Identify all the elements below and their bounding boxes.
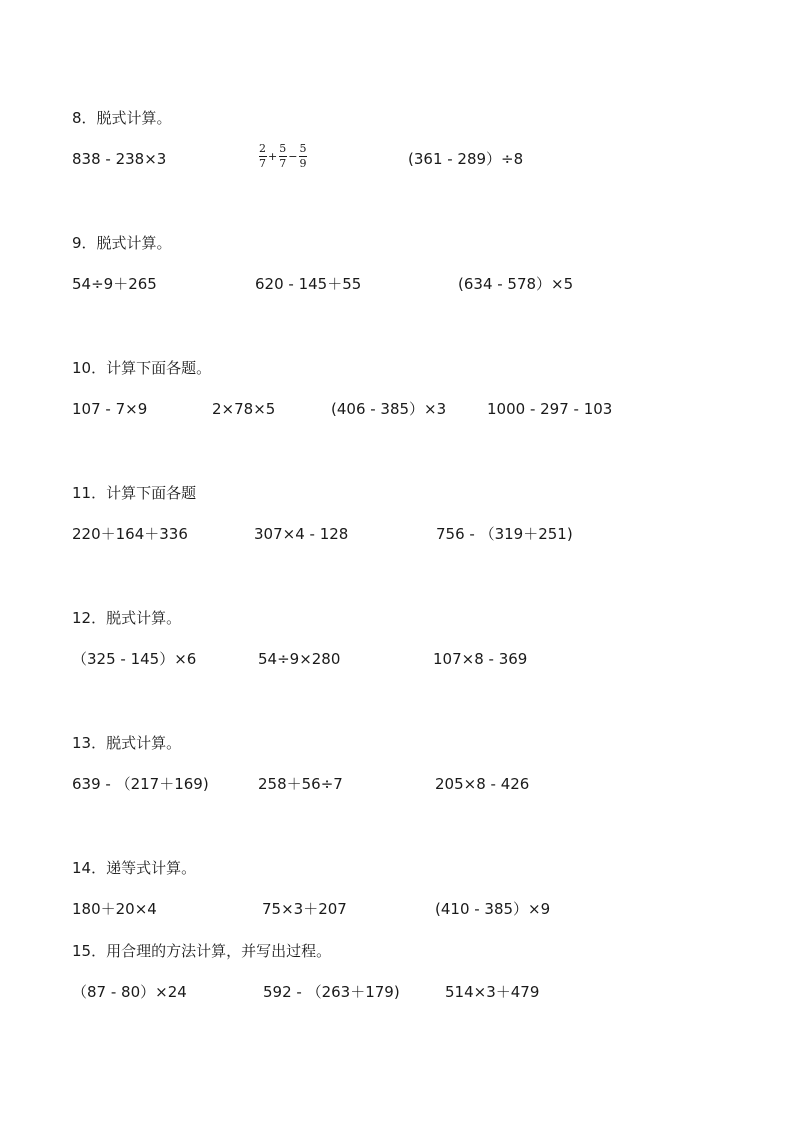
fraction-term: [258, 143, 267, 170]
question-12-title: 12．脱式计算。: [72, 609, 182, 627]
fraction-term: [278, 143, 287, 170]
question-11-title: 11．计算下面各题: [72, 484, 197, 502]
question-14-title: 14．递等式计算。: [72, 859, 197, 877]
question-12-expression-2: 54÷9×280: [258, 650, 341, 668]
question-9-expression-3: (634 - 578）×5: [458, 275, 574, 293]
question-8-expression-3: (361 - 289）÷8: [408, 150, 524, 168]
question-8-expression-1: 838 - 238×3: [72, 150, 167, 168]
fraction-numerator: 5: [279, 142, 287, 155]
question-11-expression-2: 307×4 - 128: [254, 525, 349, 543]
question-14-expression-3: (410 - 385）×9: [435, 900, 551, 918]
question-10-title: 10．计算下面各题。: [72, 359, 212, 377]
question-15-expression-2: 592 - （263＋179): [263, 983, 400, 1001]
question-11-expression-1: 220＋164＋336: [72, 525, 188, 543]
question-10-expression-4: 1000 - 297 - 103: [487, 400, 613, 418]
question-12-expression-3: 107×8 - 369: [433, 650, 528, 668]
question-12-expression-1: （325 - 145）×6: [72, 650, 197, 668]
minus-operator: −: [288, 150, 298, 163]
question-10-expression-3: (406 - 385）×3: [331, 400, 447, 418]
fraction-numerator: 5: [299, 142, 307, 155]
question-11-expression-3: 756 - （319＋251): [436, 525, 573, 543]
question-8-title: 8．脱式计算。: [72, 109, 172, 127]
question-15-title: 15．用合理的方法计算，并写出过程。: [72, 942, 332, 960]
question-13-expression-3: 205×8 - 426: [435, 775, 530, 793]
fraction-denominator: 7: [279, 157, 287, 170]
question-8-fraction-expression: [258, 143, 307, 170]
fraction-denominator: 7: [259, 157, 266, 170]
fraction-denominator: 9: [299, 157, 307, 170]
question-10-expression-1: 107 - 7×9: [72, 400, 148, 418]
question-9-title: 9．脱式计算。: [72, 234, 172, 252]
question-14-expression-2: 75×3＋207: [262, 900, 347, 918]
plus-operator: +: [268, 150, 278, 163]
fraction-term: [298, 143, 307, 170]
question-13-expression-1: 639 - （217＋169): [72, 775, 209, 793]
question-10-expression-2: 2×78×5: [212, 400, 276, 418]
question-13-title: 13．脱式计算。: [72, 734, 182, 752]
question-9-expression-2: 620 - 145＋55: [255, 275, 362, 293]
question-15-expression-3: 514×3＋479: [445, 983, 540, 1001]
question-15-expression-1: （87 - 80）×24: [72, 983, 187, 1001]
question-13-expression-2: 258＋56÷7: [258, 775, 343, 793]
fraction-numerator: 2: [259, 142, 266, 155]
question-14-expression-1: 180＋20×4: [72, 900, 157, 918]
question-9-expression-1: 54÷9＋265: [72, 275, 157, 293]
